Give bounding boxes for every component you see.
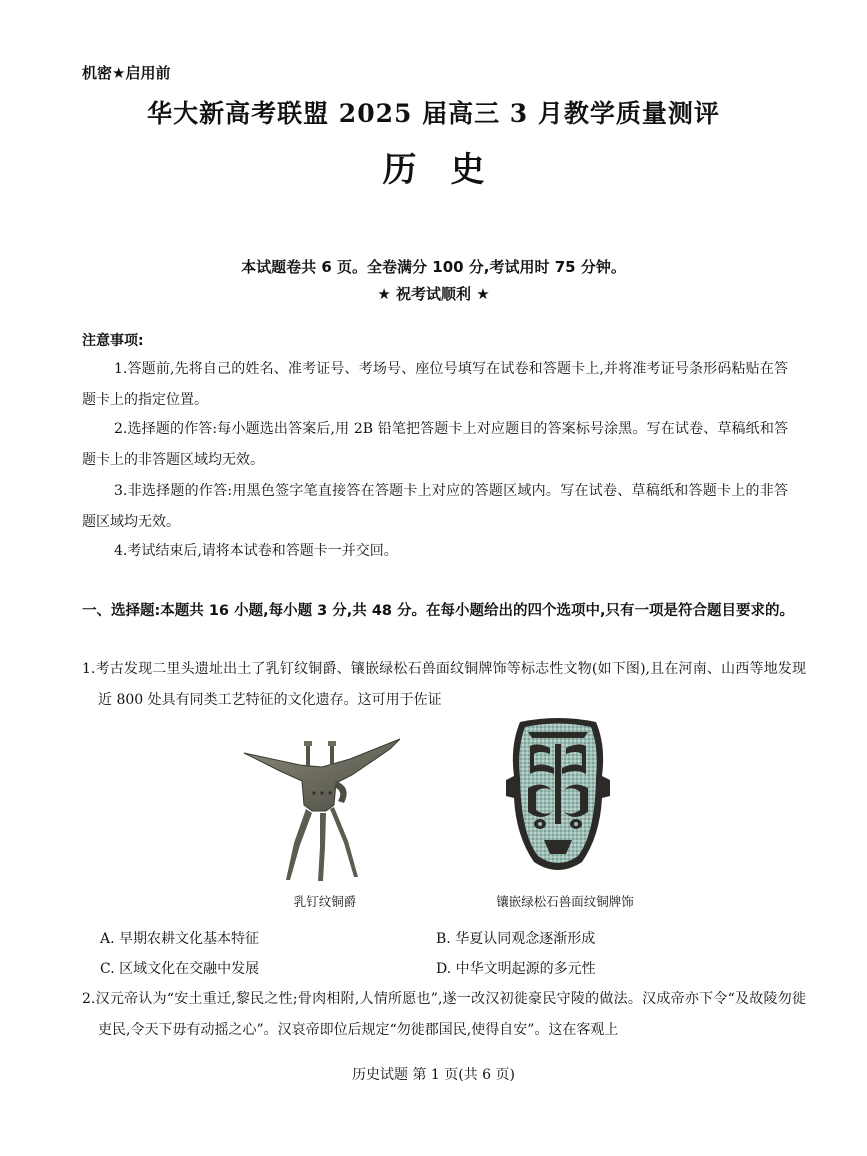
section-heading: 一、选择题:本题共 16 小题,每小题 3 分,共 48 分。在每小题给出的四个选项中,只有一项是符合题目要求的。 [82,603,795,619]
figure-caption: 乳钉纹铜爵 [293,894,357,909]
page-footer: 历史试题 第 1 页(共 6 页) [352,1067,515,1083]
figure-caption: 镶嵌绿松石兽面纹铜牌饰 [496,894,634,909]
note-item: 4.考试结束后,请将本试卷和答题卡一并交回。 [114,543,398,559]
option-c: C. 区域文化在交融中发展 [100,961,260,977]
bronze-jue-vessel-icon [240,735,402,885]
note-item: 3.非选择题的作答:用黑色签字笔直接答在答题卡上对应的答题区域内。写在试卷、草稿纸和答题卡上的非答题区域均无效。 [82,483,788,530]
option-b: B. 华夏认同观念逐渐形成 [436,931,596,947]
question-1-stem: 1.考古发现二里头遗址出土了乳钉纹铜爵、镶嵌绿松石兽面纹铜牌饰等标志性文物(如下图),且在河南、山西等地发现近 800 处具有同类工艺特征的文化遗存。这可用于佐证 [82,661,806,708]
notes-heading: 注意事项: [82,333,144,349]
option-d: D. 中华文明起源的多元性 [436,961,596,977]
confidential-label: 机密★启用前 [82,64,171,82]
exam-info: 本试题卷共 6 页。全卷满分 100 分,考试用时 75 分钟。 [241,258,626,276]
exam-title: 华大新高考联盟 2025 届高三 3 月教学质量测评 [147,99,720,128]
blessing-line: ★ 祝考试顺利 ★ [377,285,490,303]
note-item: 1.答题前,先将自己的姓名、准考证号、考场号、座位号填写在试卷和答题卡上,并将准考证号条形码粘贴在答题卡上的指定位置。 [82,361,788,408]
note-item: 2.选择题的作答:每小题选出答案后,用 2B 铅笔把答题卡上对应题目的答案标号涂黑。写在试卷、草稿纸和答题卡上的非答题区域均无效。 [82,421,788,468]
turquoise-inlaid-plaque-icon [498,716,618,876]
option-a: A. 早期农耕文化基本特征 [100,931,260,947]
subject-title: 历史 [382,150,519,190]
question-2-stem: 2.汉元帝认为“安土重迁,黎民之性;骨肉相附,人情所愿也”,遂一改汉初徙豪民守陵的做法。汉成帝亦下令“及故陵勿徙吏民,令天下毋有动摇之心”。汉哀帝即位后规定“勿徙郡国民,使得自安”。这在客观上 [82,991,806,1038]
